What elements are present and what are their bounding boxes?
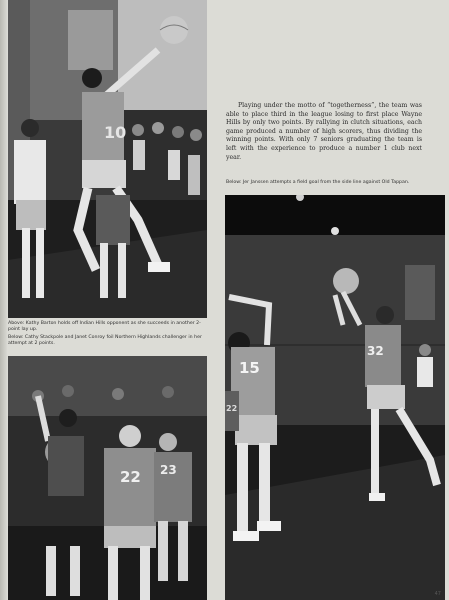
caption-field-goal: Below: Jer Janssen attempts a field goal from the side line against Old Tappan. [226, 180, 410, 185]
article-paragraph: Playing under the motto of “togetherness”, the team was able to place third in the league losing to first place Wayne Hills by only two points. By rallying in clutch situations, each game produced a number of high scorers, thus dividing the winning points. With only 7 seniors graduating the team is left with the experience to produce a number 1 club next year. [226, 102, 422, 161]
jersey-number-top: 10 [104, 123, 127, 142]
jersey-number-defender: 15 [239, 359, 260, 377]
photo-layup [8, 0, 207, 318]
photo-field-goal [225, 195, 445, 600]
jersey-number-shooter: 32 [367, 344, 384, 358]
page-number: 47 [434, 591, 441, 597]
jersey-number-bench: 22 [226, 404, 238, 413]
caption-above: Above: Kathy Barton holds off Indian Hills opponent as she succeeds in another 2-point lay up. [8, 321, 201, 333]
article-body [226, 102, 422, 162]
caption-below: Below: Cathy Stackpole and Janet Conroy foil Northern Highlands challenger in her attempt at 2 points. [8, 334, 202, 346]
caption-left-photos [8, 321, 207, 347]
jersey-number-bottom-right: 23 [160, 463, 177, 477]
binding-edge [0, 0, 7, 600]
jersey-number-bottom-front: 22 [120, 468, 141, 486]
photo-defense [8, 356, 207, 600]
